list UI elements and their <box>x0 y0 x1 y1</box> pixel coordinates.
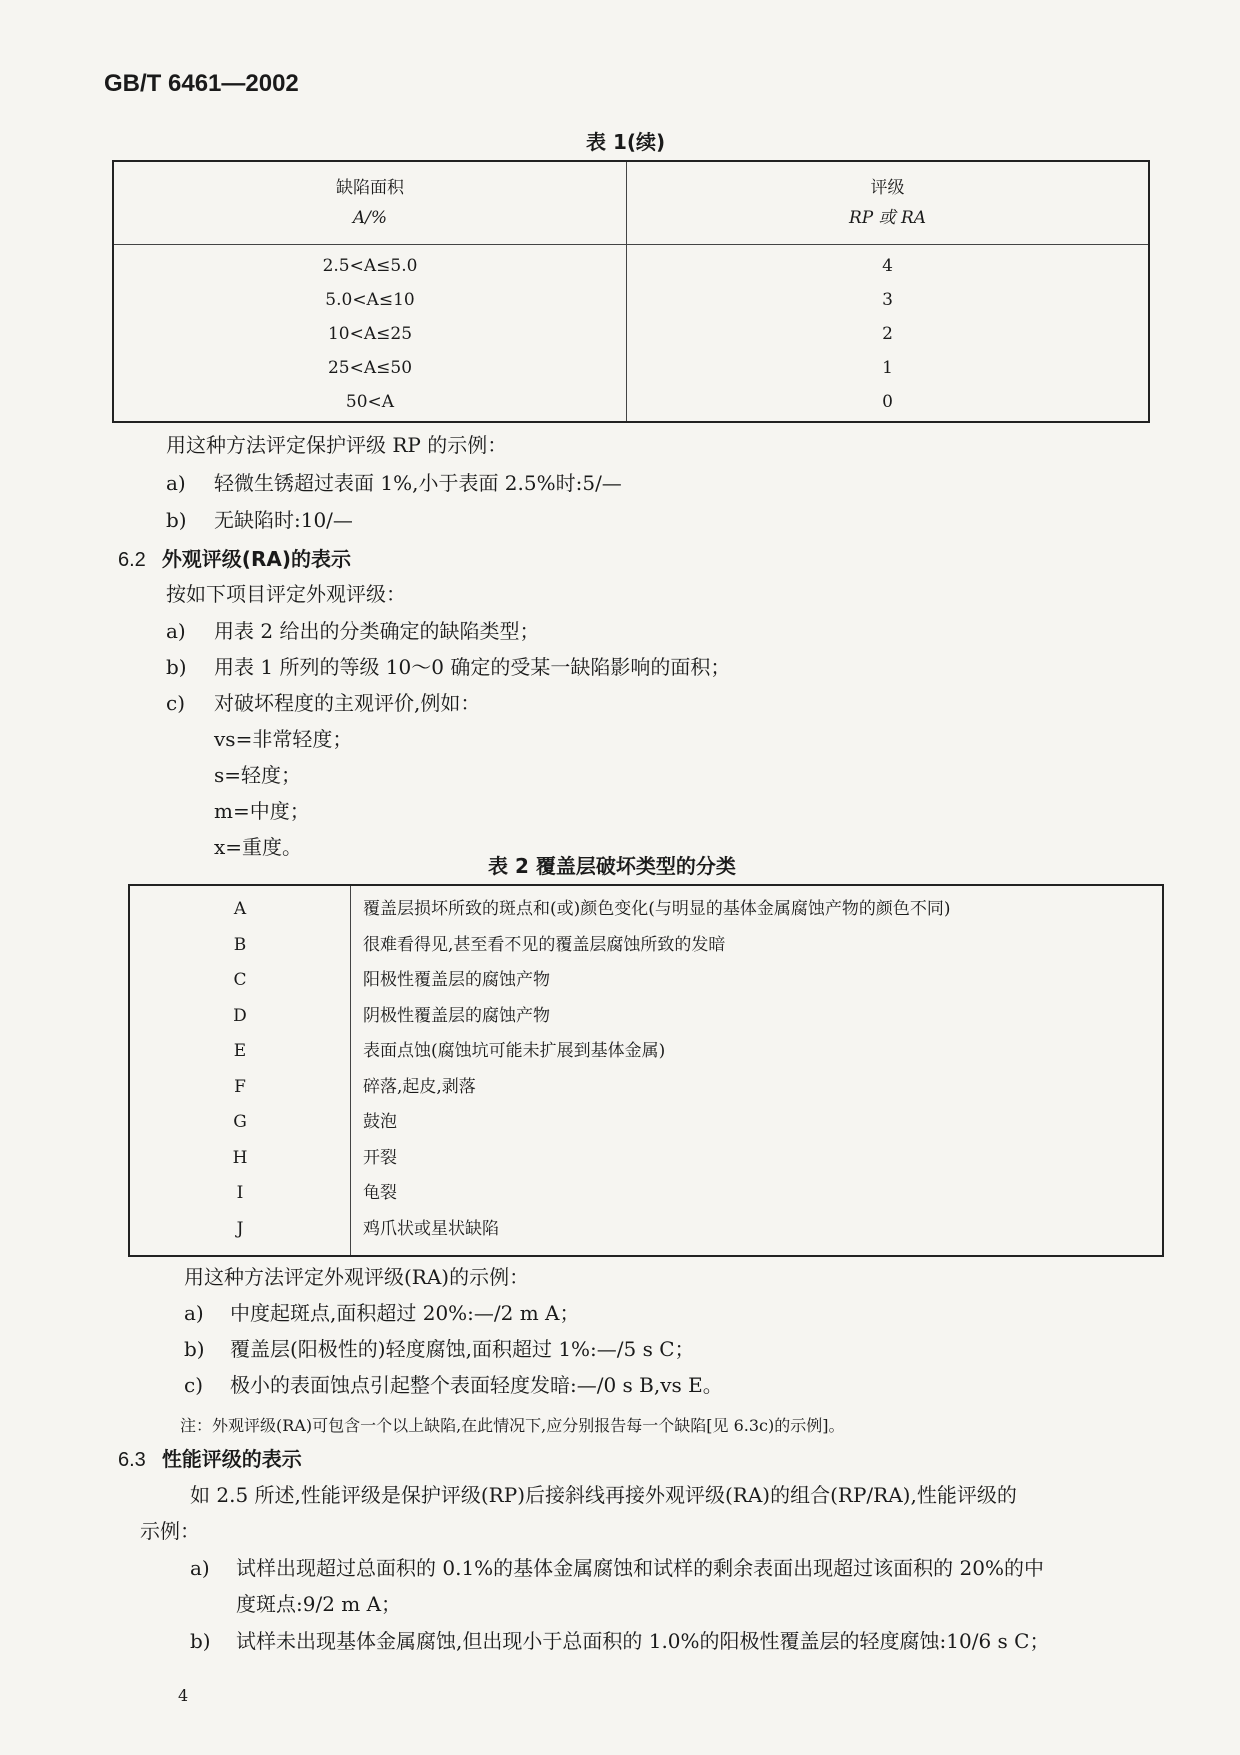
header-rating-label: 评级 <box>870 178 905 198</box>
rp-example-item <box>166 468 622 498</box>
ra-example-item <box>184 1370 723 1400</box>
item-text: 无缺陷时:10/— <box>214 508 353 532</box>
ra-example-item <box>184 1298 580 1328</box>
standard-number: GB/T 6461—2002 <box>104 70 299 97</box>
rating-value: 3 <box>882 290 893 310</box>
table2 <box>128 884 1164 1257</box>
type-code: G <box>233 1112 247 1132</box>
section-number: 6.3 <box>118 1449 146 1471</box>
section-6-2-heading <box>118 543 351 572</box>
list-item-continuation: 度斑点:9/2 m A； <box>236 1592 402 1616</box>
degree-item: vs=非常轻度； <box>214 727 353 751</box>
header-rating-symbol: RP 或 RA <box>848 208 927 228</box>
item-marker: a) <box>166 471 186 495</box>
rating-value: 0 <box>882 392 893 412</box>
type-description: 覆盖层损坏所致的斑点和(或)颜色变化(与明显的基体金属腐蚀产物的颜色不同) <box>363 899 951 919</box>
rating-value: 2 <box>882 324 893 344</box>
type-code: B <box>233 934 247 955</box>
section-number: 6.2 <box>118 549 146 571</box>
degree-item: x=重度。 <box>214 835 303 859</box>
item-text: 中度起斑点,面积超过 20%:—/2 m A； <box>230 1301 580 1325</box>
area-range: 25<A≤50 <box>327 358 413 378</box>
type-description: 碎落,起皮,剥落 <box>363 1076 476 1097</box>
item-marker: a) <box>190 1556 210 1580</box>
item-marker: b) <box>166 508 187 532</box>
note: 注：外观评级(RA)可包含一个以上缺陷,在此情况下,应分别报告每一个缺陷[见 6.3c)的示例]。 <box>180 1416 845 1435</box>
rp-example-item <box>166 505 353 535</box>
table2-desc-column <box>351 885 1164 1256</box>
list-item <box>166 616 539 646</box>
type-code: H <box>232 1147 248 1168</box>
section-6-2-intro: 按如下项目评定外观评级： <box>166 582 406 606</box>
type-code: E <box>233 1041 247 1061</box>
header-area-label: 缺陷面积 <box>336 178 404 198</box>
item-text: 极小的表面蚀点引起整个表面轻度发暗:—/0 s B,vs E。 <box>230 1373 723 1397</box>
table1-area-column <box>113 245 627 423</box>
header-area-unit: A/% <box>352 208 388 228</box>
table1-caption: 表 1(续) <box>586 130 666 154</box>
section-title: 性能评级的表示 <box>161 1447 302 1471</box>
type-description: 很难看得见,甚至看不见的覆盖层腐蚀所致的发暗 <box>363 934 726 955</box>
type-code: A <box>233 899 247 919</box>
item-marker: c) <box>166 691 186 715</box>
type-description: 表面点蚀(腐蚀坑可能未扩展到基体金属) <box>363 1041 666 1061</box>
section-6-3-paragraph: 如 2.5 所述,性能评级是保护评级(RP)后接斜线再接外观评级(RA)的组合(RP/RA),性能评级的 <box>190 1483 1017 1507</box>
section-6-3-heading <box>118 1443 302 1472</box>
type-description: 鸡爪状或星状缺陷 <box>363 1218 499 1239</box>
table1-header-rating <box>627 161 1150 245</box>
section-6-3-paragraph-cont: 示例： <box>140 1519 200 1543</box>
rating-value: 4 <box>882 256 893 276</box>
table2-caption: 表 2 覆盖层破坏类型的分类 <box>488 854 736 878</box>
list-item <box>166 688 480 718</box>
section-title: 外观评级(RA)的表示 <box>161 547 351 571</box>
item-text: 试样出现超过总面积的 0.1%的基体金属腐蚀和试样的剩余表面出现超过该面积的 20%的中 <box>236 1556 1044 1580</box>
type-description: 龟裂 <box>363 1183 397 1203</box>
item-marker: a) <box>184 1301 204 1325</box>
area-range: 2.5<A≤5.0 <box>322 256 418 276</box>
item-marker: c) <box>184 1373 204 1397</box>
type-code: D <box>233 1005 247 1026</box>
ra-example-intro: 用这种方法评定外观评级(RA)的示例： <box>184 1265 530 1289</box>
degree-item: s=轻度； <box>214 763 302 787</box>
item-marker: b) <box>190 1629 211 1653</box>
type-description: 鼓泡 <box>363 1112 397 1132</box>
item-marker: b) <box>184 1337 205 1361</box>
item-text: 轻微生锈超过表面 1%,小于表面 2.5%时:5/— <box>214 471 622 495</box>
item-marker: b) <box>166 655 187 679</box>
item-text: 用表 1 所列的等级 10～0 确定的受某一缺陷影响的面积； <box>214 655 731 679</box>
type-code: F <box>234 1076 246 1097</box>
type-code: C <box>233 970 247 990</box>
degree-item: m=中度； <box>214 799 310 823</box>
item-text: 试样未出现基体金属腐蚀,但出现小于总面积的 1.0%的阳极性覆盖层的轻度腐蚀:10/6 s C； <box>236 1629 1050 1653</box>
table1-rating-column <box>627 245 1150 423</box>
list-item <box>190 1553 1044 1583</box>
table1 <box>112 160 1150 423</box>
type-code: J <box>236 1218 244 1239</box>
area-range: 5.0<A≤10 <box>325 290 415 310</box>
area-range: 50<A <box>345 392 395 412</box>
table1-header-area <box>113 161 627 245</box>
list-item <box>190 1626 1049 1656</box>
type-description: 阴极性覆盖层的腐蚀产物 <box>363 1005 550 1026</box>
rating-value: 1 <box>882 358 893 378</box>
rp-example-intro: 用这种方法评定保护评级 RP 的示例： <box>166 433 508 457</box>
type-description: 阳极性覆盖层的腐蚀产物 <box>363 970 550 990</box>
item-text: 用表 2 给出的分类确定的缺陷类型； <box>214 619 540 643</box>
item-text: 覆盖层(阳极性的)轻度腐蚀,面积超过 1%:—/5 s C； <box>230 1337 695 1361</box>
area-range: 10<A≤25 <box>327 324 413 344</box>
page-number: 4 <box>178 1686 189 1705</box>
type-description: 开裂 <box>363 1147 397 1168</box>
item-marker: a) <box>166 619 186 643</box>
table2-code-column <box>129 885 351 1256</box>
item-text: 对破坏程度的主观评价,例如： <box>214 691 481 715</box>
ra-example-item <box>184 1334 695 1364</box>
type-code: I <box>236 1183 244 1203</box>
list-item <box>166 652 730 682</box>
